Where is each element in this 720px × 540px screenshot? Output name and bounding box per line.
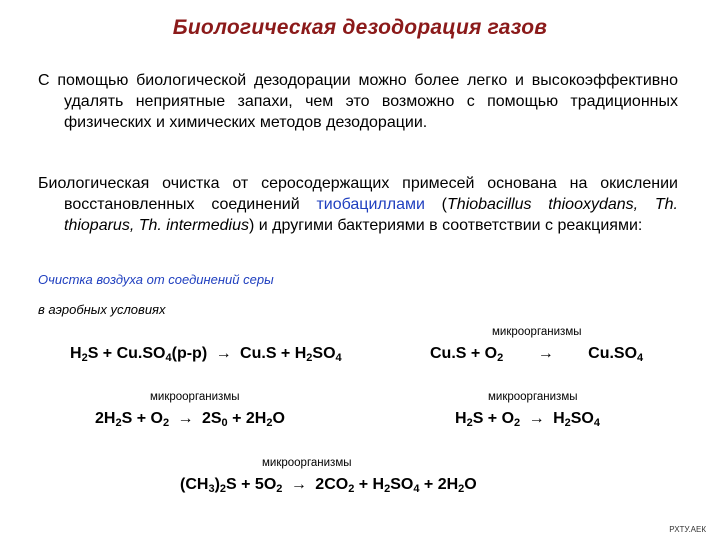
subsection-label: в аэробных условиях — [38, 302, 166, 317]
process-text-part2: ( — [424, 196, 448, 213]
catalyst-label-eq4: микроорганизмы — [488, 391, 578, 403]
process-text-part3: ) и другими бактериями в соответствии с реакциями: — [248, 217, 643, 234]
species-list: Thiobacillus thiooxydans, Th. thioparus, Th. intermedius — [64, 196, 678, 234]
catalyst-label-eq2: микроорганизмы — [492, 326, 582, 338]
equation-4: $H_2S + O_2 \to H_2SO_4$ — [455, 410, 600, 429]
equation-5: $(CH_3)_2S + 5O_2 \to 2CO_2 + H_2SO_4 + 2H_2O$ — [180, 476, 477, 495]
intro-paragraph-text: С помощью биологической дезодорации можно более легко и высокоэффективно удалять неприятные запахи, чем это возможно с помощью традиционных физических и химических методов дезодорации. — [38, 72, 678, 131]
equation-3: $2H_2S + O_2 \to 2S_0 + 2H_2O$ — [95, 410, 285, 429]
thiobacilli-term: тиобациллами — [316, 196, 425, 213]
catalyst-label-eq5: микроорганизмы — [262, 457, 352, 469]
footer-credit: РХТУ.АЕК — [669, 525, 706, 534]
process-paragraph-text — [38, 173, 678, 236]
process-text-part1: Биологическая очистка от серосодержащих примесей основана на окислении восстановленных соединений — [38, 175, 678, 213]
equation-1: $H_2S + Cu.SO_4(р-р) \to Cu.S + H_2SO_4$ — [70, 345, 342, 364]
catalyst-label-eq3: микроорганизмы — [150, 391, 240, 403]
process-paragraph — [38, 173, 678, 236]
equation-2: $Cu.S + O_2 \to Cu.SO_4$ — [430, 345, 644, 364]
slide-title: Биологическая дезодорация газов — [172, 16, 548, 39]
intro-paragraph — [38, 70, 678, 133]
section-label: Очистка воздуха от соединений серы — [38, 272, 274, 287]
